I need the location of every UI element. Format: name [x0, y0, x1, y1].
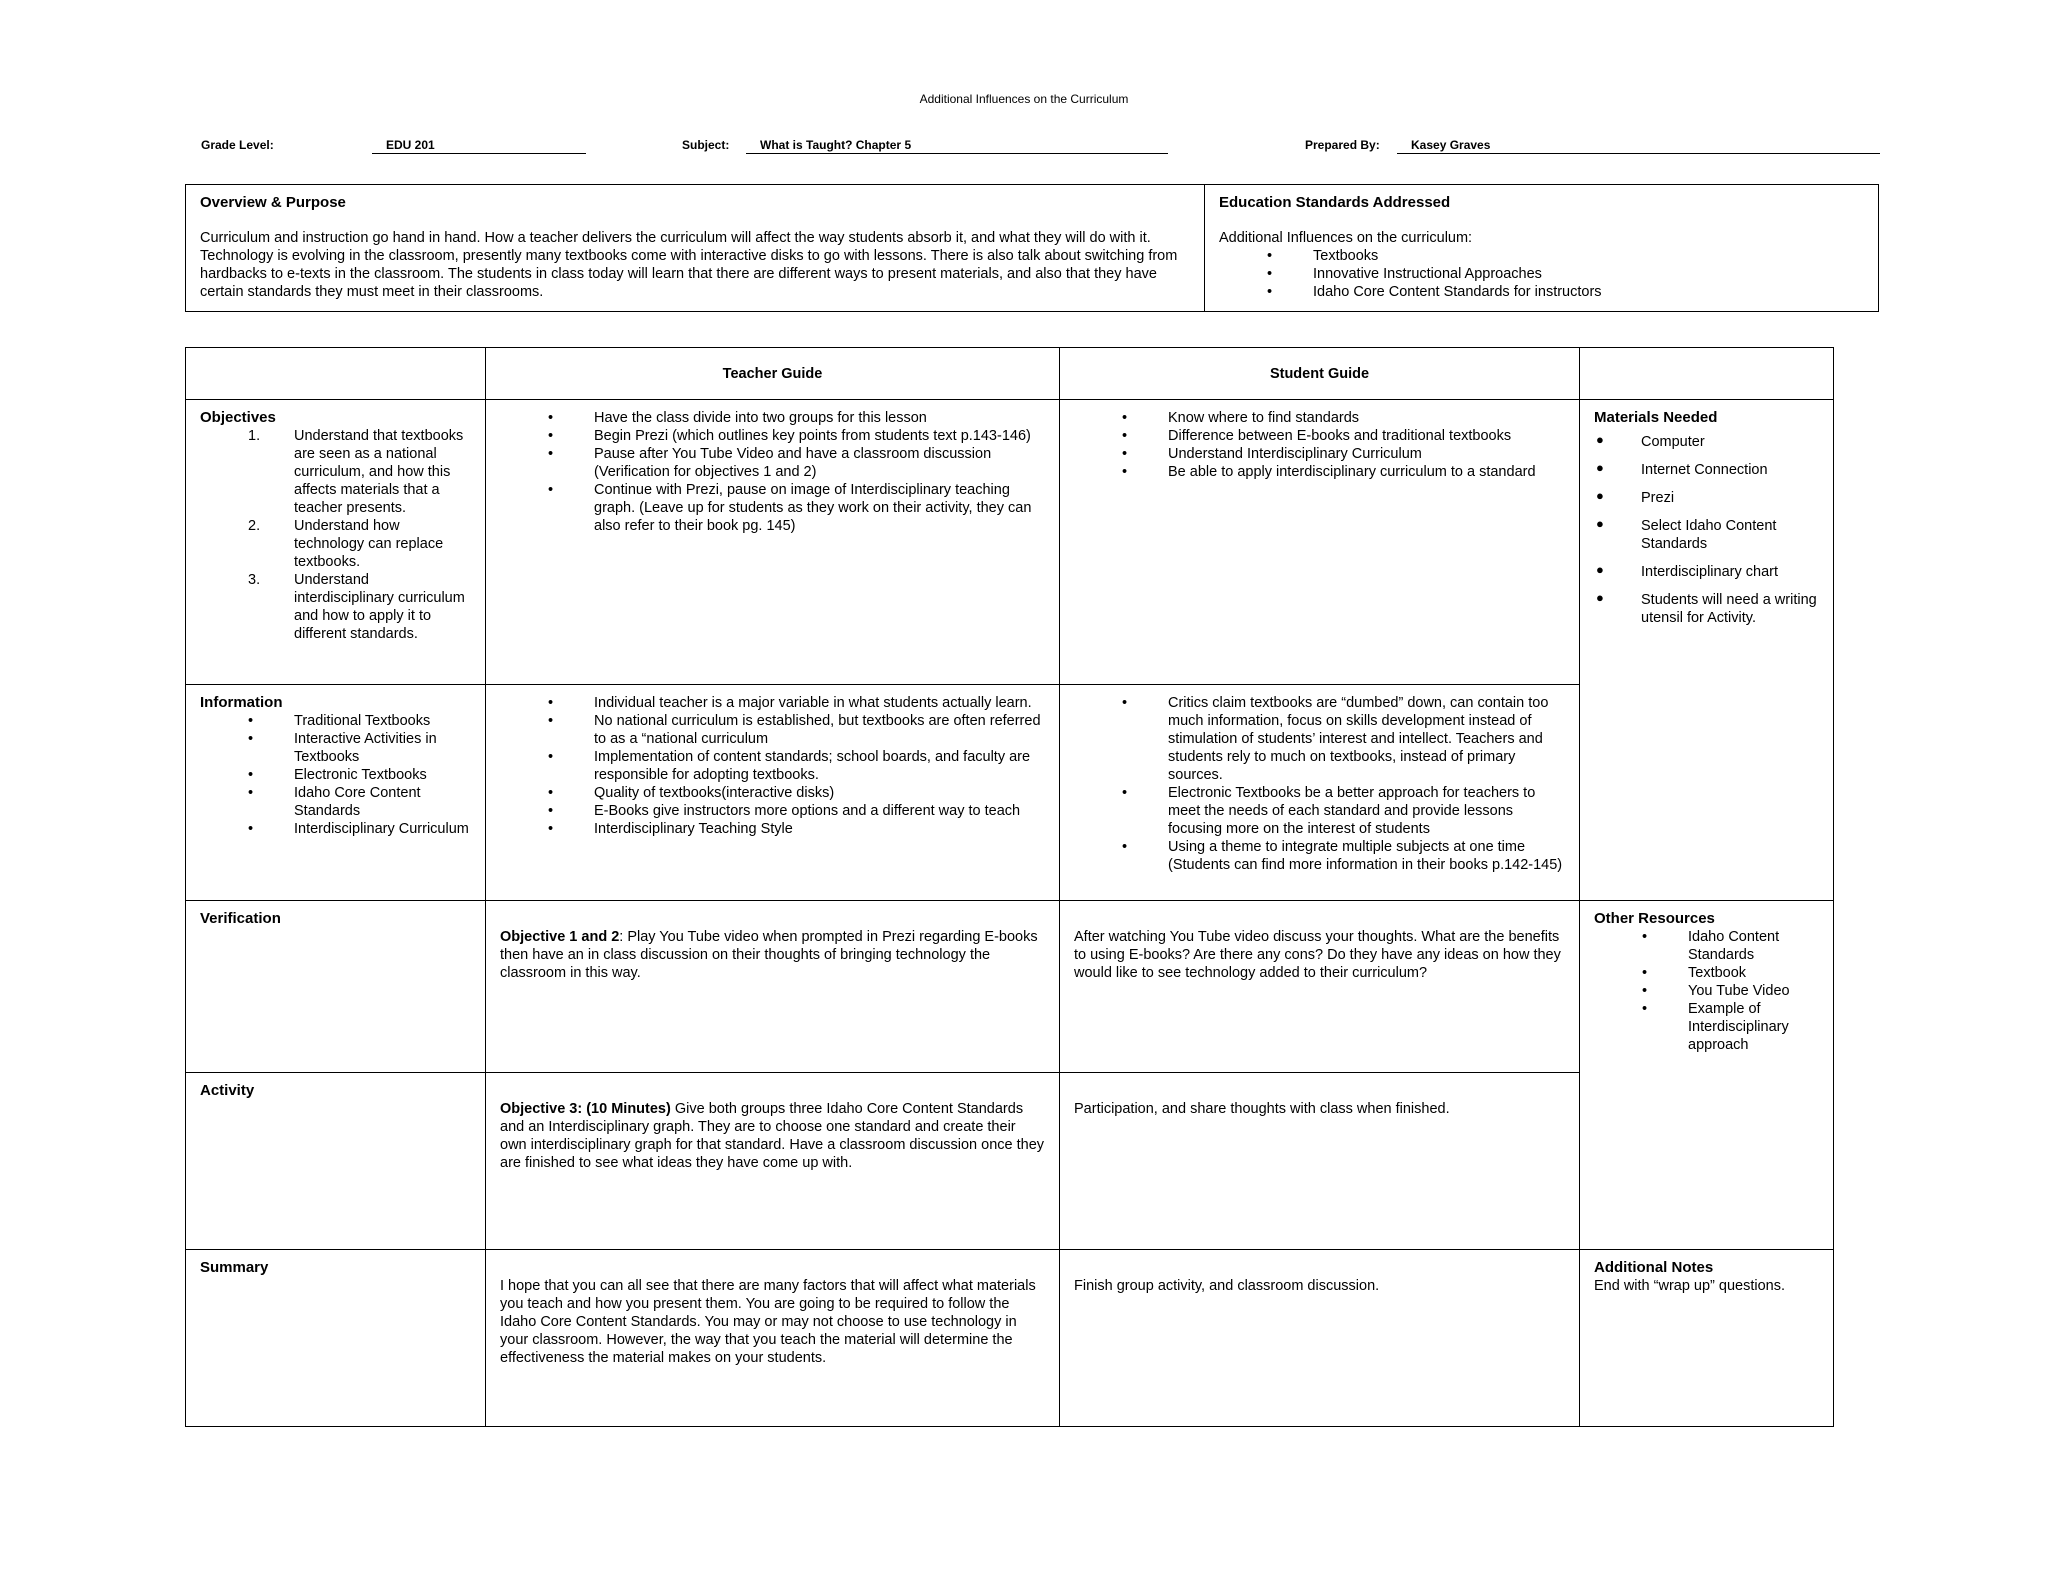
- additional-notes-title: Additional Notes: [1594, 1259, 1714, 1276]
- table-header-row: [186, 348, 1834, 400]
- objectives-cell: [186, 400, 486, 685]
- information-teacher-list: [500, 694, 1045, 838]
- other-resources-cell: [1580, 901, 1834, 1250]
- list-item: • Interdisciplinary Curriculum: [200, 820, 471, 838]
- list-item: • Critics claim textbooks are “dumbed” down, can contain too much information, focus on skills development instead of stimulation of students’ interest and intellect. Teachers and students rely to much on textbooks, instead of primary sources.: [1074, 694, 1565, 784]
- summary-student-text: Finish group activity, and classroom discussion.: [1074, 1278, 1380, 1294]
- activity-student-cell: [1060, 1073, 1580, 1250]
- list-item: ● Prezi: [1594, 489, 1819, 507]
- list-item: • Continue with Prezi, pause on image of Interdisciplinary teaching graph. (Leave up for students as they work on their activity, they can also refer to their book pg. 145): [500, 481, 1045, 535]
- materials-list: [1594, 433, 1819, 627]
- teacher-guide-header: Teacher Guide: [486, 348, 1060, 400]
- prepared-by-label: Prepared By:: [1305, 138, 1380, 152]
- summary-student-cell: [1060, 1250, 1580, 1427]
- list-item: • Innovative Instructional Approaches: [1219, 265, 1864, 283]
- prepared-by-value: Kasey Graves: [1397, 138, 1880, 154]
- other-resources-title: Other Resources: [1594, 910, 1715, 927]
- verification-teacher-text: Objective 1 and 2: Play You Tube video when prompted in Prezi regarding E-books then have an in class discussion on their thoughts of bringing technology the classroom in this way.: [500, 929, 1038, 981]
- list-item: • E-Books give instructors more options and a different way to teach: [500, 802, 1045, 820]
- standards-list: [1219, 247, 1864, 301]
- verification-student-cell: [1060, 901, 1580, 1073]
- materials-cell: [1580, 400, 1834, 901]
- verification-row: [186, 901, 1834, 1073]
- summary-teacher-cell: [486, 1250, 1060, 1427]
- information-cell: [186, 685, 486, 901]
- summary-row: [186, 1250, 1834, 1427]
- additional-notes-text: End with “wrap up” questions.: [1594, 1278, 1786, 1294]
- list-item: • Electronic Textbooks be a better approach for teachers to meet the needs of each standard and provide lessons focusing more on the interest of students: [1074, 784, 1565, 838]
- information-student-list: [1074, 694, 1565, 874]
- list-item: • Implementation of content standards; school boards, and faculty are responsible for adopting textbooks.: [500, 748, 1045, 784]
- activity-label: Activity: [200, 1082, 255, 1099]
- list-item: • Interdisciplinary Teaching Style: [500, 820, 1045, 838]
- activity-cell: [186, 1073, 486, 1250]
- header-empty-cell: [1580, 348, 1834, 400]
- list-item: • You Tube Video: [1594, 982, 1819, 1000]
- list-item: ● Internet Connection: [1594, 461, 1819, 479]
- verification-cell: [186, 901, 486, 1073]
- list-item: • Idaho Core Content Standards for instructors: [1219, 283, 1864, 301]
- list-item: 1. Understand that textbooks are seen as a national curriculum, and how this affects materials that a teacher presents.: [248, 428, 464, 516]
- list-item: ● Computer: [1594, 433, 1819, 451]
- list-item: • Difference between E-books and traditional textbooks: [1074, 427, 1565, 445]
- information-student-cell: [1060, 685, 1580, 901]
- list-item: • Textbook: [1594, 964, 1819, 982]
- list-item: 3. Understand interdisciplinary curriculum and how to apply it to different standards.: [248, 572, 465, 642]
- overview-text: Curriculum and instruction go hand in hand. How a teacher delivers the curriculum will affect the way students absorb it, and what they will do with it. Technology is evolving in the classroom, presently many textbooks come with interactive disks to go with lessons. There is also talk about switching from hardbacks to e-texts in the classroom. The students in class today will learn that there are different ways to present materials, and also that they have certain standards they must meet in their classrooms.: [200, 230, 1178, 300]
- list-item: • Traditional Textbooks: [200, 712, 471, 730]
- objectives-student-list: [1074, 409, 1565, 481]
- objectives-teacher-cell: [486, 400, 1060, 685]
- list-item: • Pause after You Tube Video and have a classroom discussion (Verification for objectives 1 and 2): [500, 445, 1045, 481]
- grade-level-label: Grade Level:: [201, 138, 274, 152]
- student-guide-header: Student Guide: [1060, 348, 1580, 400]
- activity-teacher-text: Objective 3: (10 Minutes) Give both groups three Idaho Core Content Standards and an Interdisciplinary graph. They are to choose one standard and create their own interdisciplinary graph for that standard. Have a classroom discussion once they are finished to see what ideas they have come up with.: [500, 1101, 1045, 1171]
- information-label: Information: [200, 694, 283, 711]
- list-item: • Begin Prezi (which outlines key points from students text p.143-146): [500, 427, 1045, 445]
- summary-teacher-text: I hope that you can all see that there are many factors that will affect what materials you teach and how you present them. You are going to be required to follow the Idaho Core Content Standards. You may or may not choose to use technology in your classroom. However, the way that you teach the material will determine the effectiveness the material makes on your students.: [500, 1278, 1036, 1366]
- list-item: • Interactive Activities in Textbooks: [200, 730, 471, 766]
- objectives-teacher-list: [500, 409, 1045, 535]
- list-item: • Be able to apply interdisciplinary curriculum to a standard: [1074, 463, 1565, 481]
- list-item: ● Students will need a writing utensil for Activity.: [1594, 591, 1819, 627]
- standards-box: [1204, 184, 1879, 312]
- list-item: • Understand Interdisciplinary Curriculum: [1074, 445, 1565, 463]
- list-item: • Example of Interdisciplinary approach: [1594, 1000, 1819, 1054]
- list-item: ● Interdisciplinary chart: [1594, 563, 1819, 581]
- objectives-row: [186, 400, 1834, 685]
- list-item: • No national curriculum is established, but textbooks are often referred to as a “national curriculum: [500, 712, 1045, 748]
- summary-label: Summary: [200, 1259, 269, 1276]
- list-item: 2. Understand how technology can replace textbooks.: [248, 518, 444, 570]
- activity-student-text: Participation, and share thoughts with class when finished.: [1074, 1101, 1450, 1117]
- lesson-plan-table: [185, 347, 1834, 1427]
- objectives-label: Objectives: [200, 409, 276, 426]
- list-item: • Know where to find standards: [1074, 409, 1565, 427]
- information-list: [200, 712, 471, 838]
- document-title: Additional Influences on the Curriculum: [919, 92, 1129, 106]
- other-resources-list: [1594, 928, 1819, 1054]
- list-item: • Using a theme to integrate multiple subjects at one time (Students can find more information in their books p.142-145): [1074, 838, 1565, 874]
- standards-title: Education Standards Addressed: [1219, 194, 1451, 211]
- list-item: • Textbooks: [1219, 247, 1864, 265]
- information-teacher-cell: [486, 685, 1060, 901]
- verification-label: Verification: [200, 910, 281, 927]
- list-item: • Idaho Core Content Standards: [200, 784, 471, 820]
- objectives-list: [200, 427, 471, 643]
- subject-value: What is Taught? Chapter 5: [746, 138, 1168, 154]
- list-item: • Electronic Textbooks: [200, 766, 471, 784]
- list-item: • Individual teacher is a major variable in what students actually learn.: [500, 694, 1045, 712]
- standards-intro: Additional Influences on the curriculum:: [1219, 230, 1473, 246]
- summary-cell: [186, 1250, 486, 1427]
- subject-label: Subject:: [682, 138, 730, 152]
- header-empty-cell: [186, 348, 486, 400]
- grade-level-value: EDU 201: [372, 138, 586, 154]
- list-item: • Have the class divide into two groups for this lesson: [500, 409, 1045, 427]
- materials-title: Materials Needed: [1594, 409, 1718, 426]
- activity-teacher-cell: [486, 1073, 1060, 1250]
- list-item: • Idaho Content Standards: [1594, 928, 1819, 964]
- overview-title: Overview & Purpose: [200, 194, 346, 211]
- overview-box: [185, 184, 1205, 312]
- verification-student-text: After watching You Tube video discuss your thoughts. What are the benefits to using E-books? Are there any cons? Do they have any ideas on how they would like to see technology added to their curriculum?: [1074, 929, 1561, 981]
- verification-teacher-cell: [486, 901, 1060, 1073]
- list-item: • Quality of textbooks(interactive disks): [500, 784, 1045, 802]
- list-item: ● Select Idaho Content Standards: [1594, 517, 1819, 553]
- additional-notes-cell: [1580, 1250, 1834, 1427]
- objectives-student-cell: [1060, 400, 1580, 685]
